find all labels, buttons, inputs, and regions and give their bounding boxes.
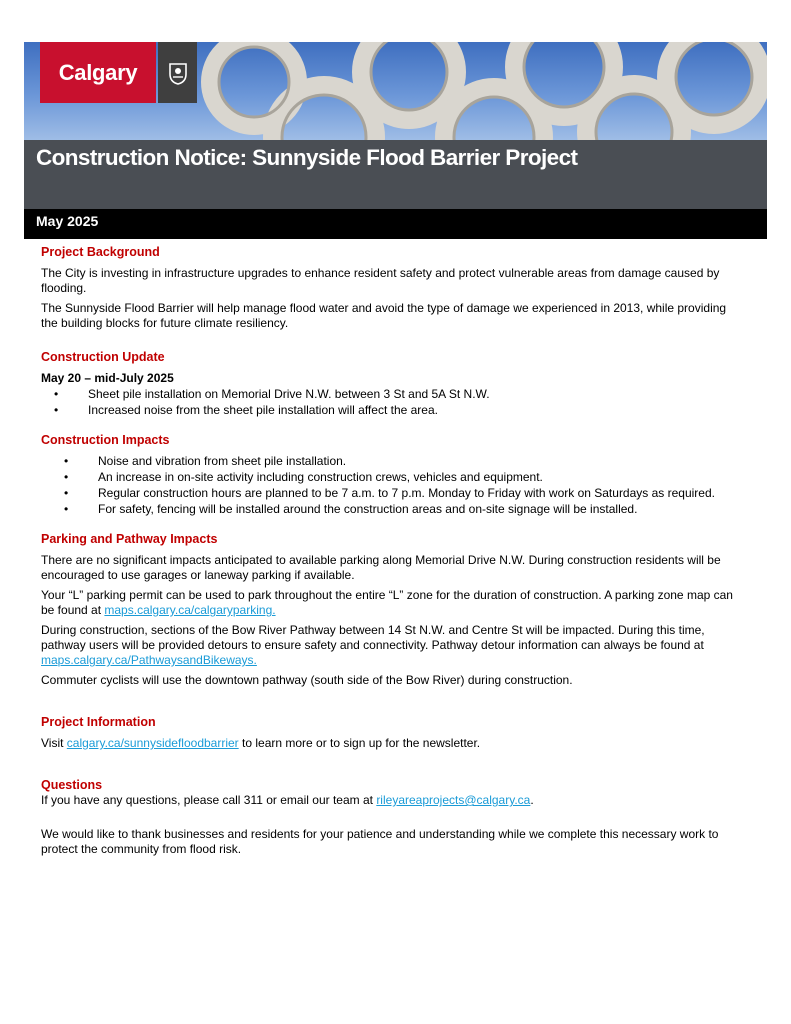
paragraph bbox=[41, 736, 741, 751]
list-item: • Increased noise from the sheet pile installation will affect the area. bbox=[88, 403, 741, 418]
paragraph bbox=[41, 793, 741, 808]
brand-name: Calgary bbox=[58, 59, 138, 85]
paragraph-text: During construction, sections of the Bow River Pathway between 14 St N.W. and Centre St will be impacted. During this time, pathway users will be provided detours to ensure safety and connectivity. Pathway detour information can always be found at bbox=[41, 623, 705, 652]
paragraph: There are no significant impacts anticipated to available parking along Memorial Drive N.W. During construction residents will be encouraged to use garages or laneway parking if available. bbox=[41, 553, 721, 582]
page-title: Construction Notice: Sunnyside Flood Barrier Project bbox=[36, 145, 578, 170]
paragraph: The City is investing in infrastructure upgrades to enhance resident safety and protect vulnerable areas from damage caused by flooding. bbox=[41, 266, 720, 295]
title-bar bbox=[24, 140, 767, 209]
update-period: May 20 – mid-July 2025 bbox=[41, 371, 174, 385]
parking-map-link[interactable]: maps.calgary.ca/calgaryparking. bbox=[104, 603, 276, 617]
notice-date: May 2025 bbox=[36, 213, 99, 229]
paragraph bbox=[41, 623, 741, 668]
section-heading-info: Project Information bbox=[41, 715, 156, 729]
pathways-map-link[interactable]: maps.calgary.ca/PathwaysandBikeways. bbox=[41, 653, 257, 667]
project-website-link[interactable]: calgary.ca/sunnysidefloodbarrier bbox=[66, 736, 239, 750]
paragraph-text: . bbox=[530, 793, 534, 807]
update-list bbox=[41, 387, 741, 418]
section-heading-update: Construction Update bbox=[41, 350, 165, 364]
notice-body bbox=[41, 245, 741, 862]
header-banner bbox=[24, 42, 767, 140]
list-item: • Sheet pile installation on Memorial Drive N.W. between 3 St and 5A St N.W. bbox=[88, 387, 741, 402]
paragraph-text: If you have any questions, please call 311 or email our team at bbox=[41, 793, 377, 807]
calgary-logo bbox=[40, 42, 156, 103]
date-bar bbox=[24, 209, 767, 239]
impacts-list bbox=[41, 454, 741, 517]
section-heading-questions: Questions bbox=[41, 778, 103, 792]
paragraph: Commuter cyclists will use the downtown pathway (south side of the Bow River) during construction. bbox=[41, 673, 573, 687]
section-heading-parking: Parking and Pathway Impacts bbox=[41, 532, 218, 546]
paragraph-text: Visit bbox=[41, 736, 67, 750]
paragraph-text: Your “L” parking permit can be used to park throughout the entire “L” zone for the duration of construction. A parking zone map can be found at bbox=[41, 588, 733, 617]
email-link[interactable]: rileyareaprojects@calgary.ca bbox=[376, 793, 531, 807]
list-item: • Noise and vibration from sheet pile installation. bbox=[98, 454, 741, 469]
list-item: • An increase in on-site activity including construction crews, vehicles and equipment. bbox=[98, 470, 741, 485]
city-crest-icon bbox=[158, 42, 197, 103]
section-heading-background: Project Background bbox=[41, 245, 160, 259]
list-item: • For safety, fencing will be installed around the construction areas and on-site signage will be installed. bbox=[98, 502, 741, 517]
section-heading-impacts: Construction Impacts bbox=[41, 433, 170, 447]
list-item: • Regular construction hours are planned to be 7 a.m. to 7 p.m. Monday to Friday with work on Saturdays as required. bbox=[98, 486, 741, 501]
closing-paragraph: We would like to thank businesses and residents for your patience and understanding while we complete this necessary work to protect the community from flood risk. bbox=[41, 827, 719, 856]
paragraph: The Sunnyside Flood Barrier will help manage flood water and avoid the type of damage we experienced in 2013, while providing the building blocks for future climate resiliency. bbox=[41, 301, 727, 330]
paragraph bbox=[41, 588, 741, 618]
paragraph-text: to learn more or to sign up for the newsletter. bbox=[238, 736, 481, 750]
